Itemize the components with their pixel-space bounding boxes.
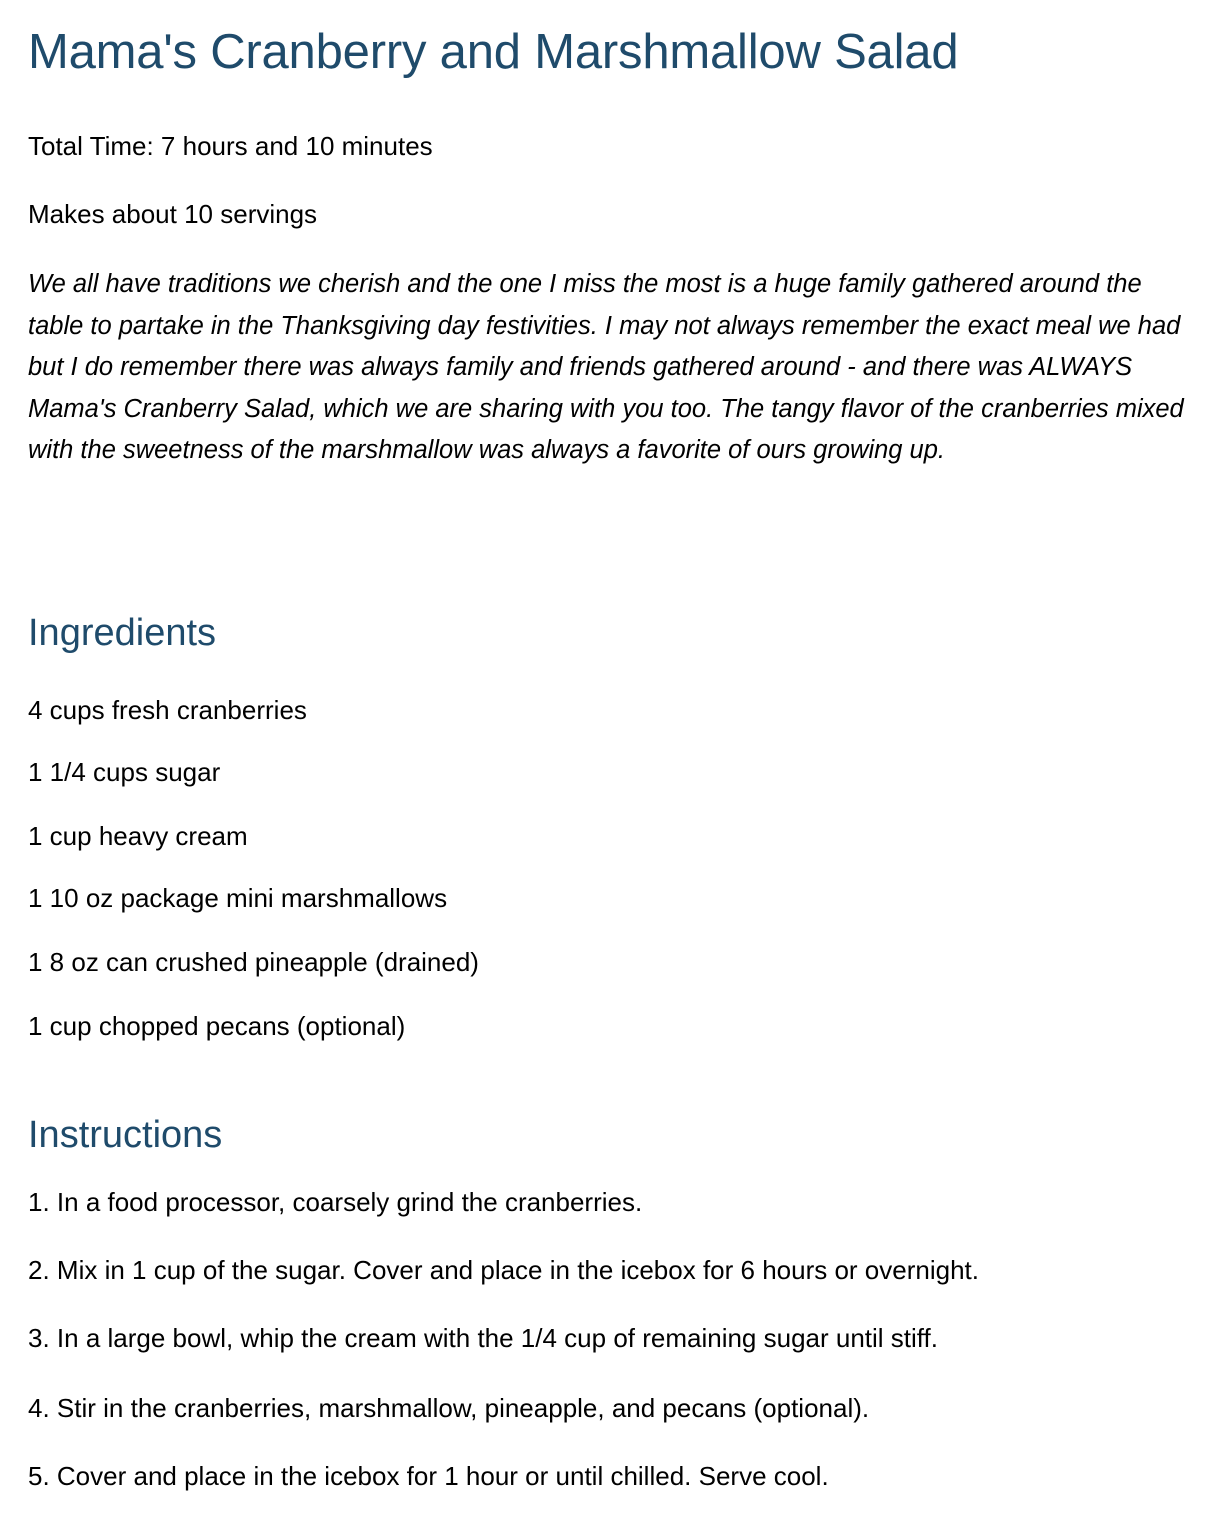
instruction-step: 1. In a food processor, coarsely grind the cranberries. xyxy=(28,1187,643,1217)
ingredient-item: 1 cup heavy cream xyxy=(28,821,248,851)
instruction-step: 4. Stir in the cranberries, marshmallow, pineapple, and pecans (optional). xyxy=(28,1393,870,1423)
ingredient-item: 1 10 oz package mini marshmallows xyxy=(28,883,448,913)
ingredient-item: 1 8 oz can crushed pineapple (drained) xyxy=(28,947,479,977)
servings: Makes about 10 servings xyxy=(28,199,318,229)
intro-paragraph: We all have traditions we cherish and the one I miss the most is a huge family gathered around the table to partake in the Thanksgiving day festivities. I may not always remember the exact meal we had but I do remember there was always family and friends gathered around - and there was ALWAYS Mama's Cranberry Salad, which we are sharing with you too. The tangy flavor of the cranberries mixed with the sweetness of the marshmallow was always a favorite of ours growing up. xyxy=(28,270,1184,465)
ingredients-heading: Ingredients xyxy=(28,612,217,654)
page-title: Mama's Cranberry and Marshmallow Salad xyxy=(28,25,959,79)
instructions-heading: Instructions xyxy=(28,1114,223,1156)
instruction-step: 2. Mix in 1 cup of the sugar. Cover and place in the icebox for 6 hours or overnight. xyxy=(28,1255,979,1285)
total-time: Total Time: 7 hours and 10 minutes xyxy=(28,131,433,161)
ingredient-item: 4 cups fresh cranberries xyxy=(28,695,307,725)
ingredient-item: 1 cup chopped pecans (optional) xyxy=(28,1011,406,1041)
instruction-step: 3. In a large bowl, whip the cream with the 1/4 cup of remaining sugar until stiff. xyxy=(28,1323,938,1353)
ingredient-item: 1 1/4 cups sugar xyxy=(28,757,221,787)
instruction-step: 5. Cover and place in the icebox for 1 hour or until chilled. Serve cool. xyxy=(28,1461,829,1491)
